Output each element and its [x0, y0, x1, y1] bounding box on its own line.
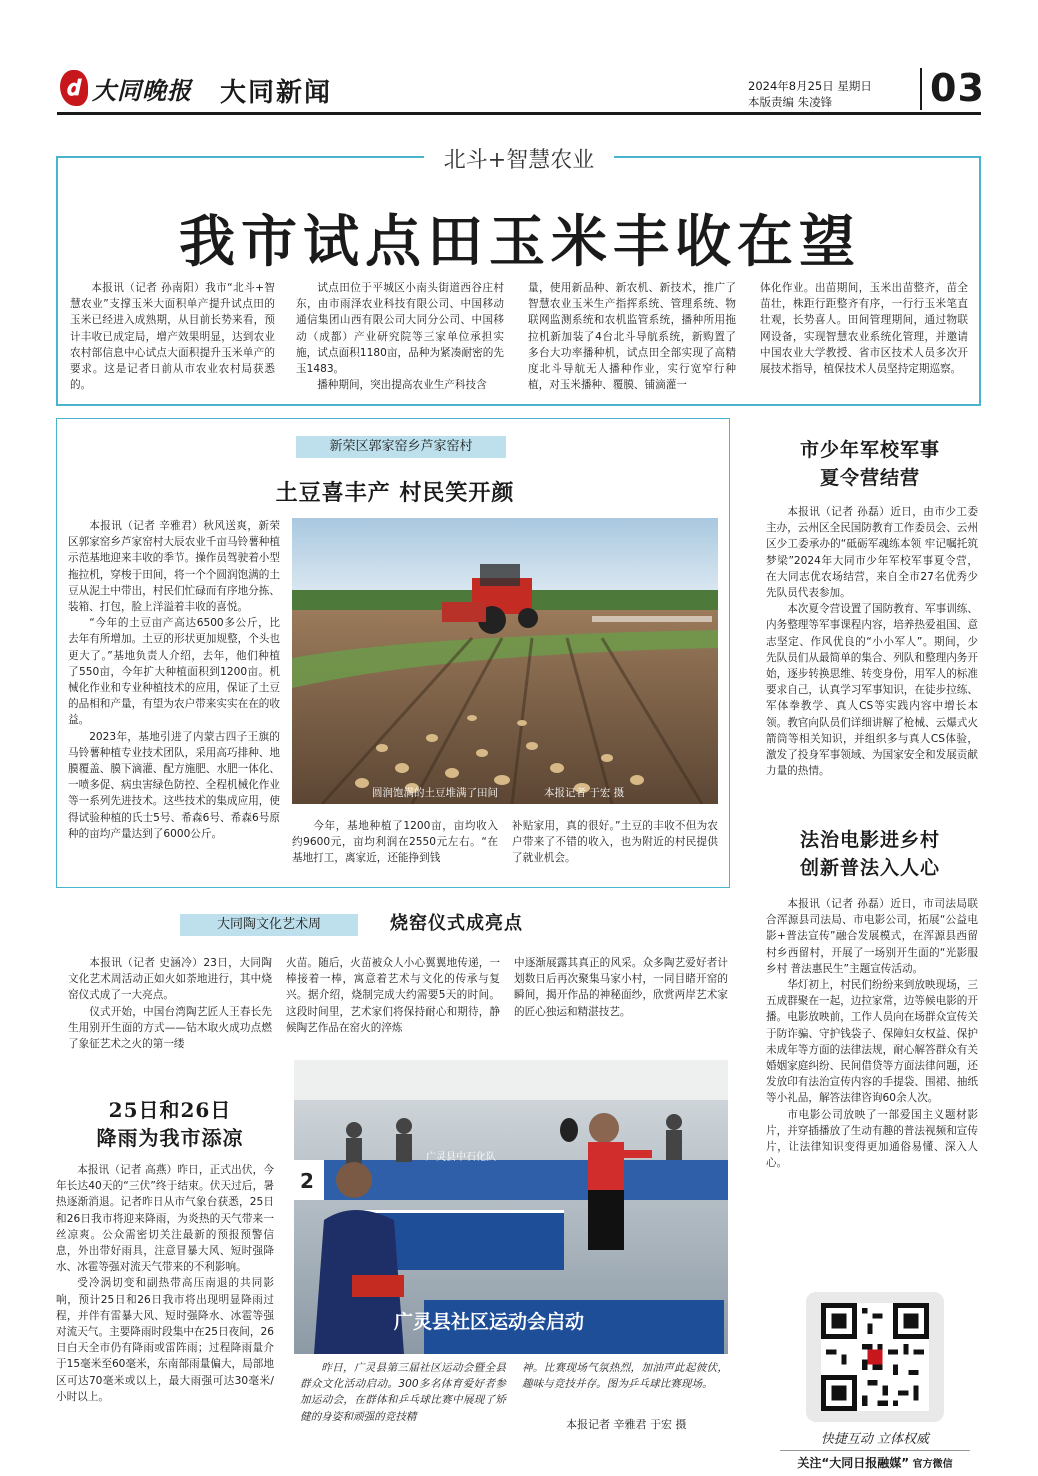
follow-wechat-text	[780, 1456, 970, 1472]
flame-logo-icon: 𝒅	[60, 70, 88, 106]
camp-story	[766, 504, 978, 779]
potato-bottom-mid	[292, 818, 498, 867]
logo-text: 大同晚报	[92, 75, 192, 105]
photo-credit: 本报记者 于宏 摄	[544, 787, 625, 799]
potato-paragraph: “今年的土豆亩产高达6500多公斤，比去年有所增加。土豆的形状更加规整，个头也更大了。”基地负责人介绍，去年，他们种植了550亩，今年扩大种植面积到1200亩。机械化作业和专业种植技术的应用，保证了土豆的品相和产量，有望为农户带来实实在在的收益。	[68, 617, 280, 727]
law-paragraph: 市电影公司放映了一部爱国主义题材影片，并穿插播放了生动有趣的普法视频和宣传片，让法律知识变得更加通俗易懂、深入人心。	[766, 1108, 978, 1170]
rain-paragraph: 本报讯（记者 高燕）昨日，正式出伏，今年长达40天的“三伏”终于结束。伏天过后，暑热逐渐消退。记者昨日从市气象台获悉，25日和26日我市将迎来降雨，为炎热的天气带来一丝凉爽。公众需密切关注最新的预报预警信息，外出带好雨具，注意冒暴大风、短时强降水、冰雹等强对流天气带来的不利影响。	[56, 1164, 274, 1274]
table-tennis-image	[294, 1060, 728, 1354]
follow-line-2: 官方微信	[909, 1459, 953, 1470]
lead-paragraph: 量，使用新品种、新农机、新技术，推广了智慧农业玉米生产指挥系统、管理系统、物联网监测系统和农机监管系统，播种所用拖拉机新加装了4台北斗导航系统，新购置了多台大功率播种机，试点田全部实现了高精度北斗导航无人播种作业，实行宽窄行种植，对玉米播种、覆膜、铺滴灌一	[528, 282, 736, 392]
issue-date: 2024年8月25日 星期日	[748, 79, 872, 93]
lead-column-4	[760, 280, 968, 377]
potato-harvest-photo	[292, 518, 718, 804]
lead-headline: 我市试点田玉米丰收在望	[179, 209, 861, 275]
law-paragraph: 华灯初上，村民们纷纷来到放映现场，三五成群聚在一起，边拉家常，边等候电影的开播。电影放映前，工作人员向在场群众宣传关于防诈骗、守护钱袋子、保障妇女权益、保护未成年等方面的法律法规，耐心解答群众有关婚姻家庭纠纷、民间借贷等方面法律问题，还发放印有法治宣传内容的手提袋、围裙、抽纸等小礼品，解答法律咨询60余人次。	[766, 979, 978, 1105]
kiln-paragraph: 火苗。随后，火苗被众人小心翼翼地传递，一棒接着一棒，寓意着艺术与文化的传承与复兴。据介绍，烧制完成大约需要5天的时间。这段时间里，艺术家们将保持耐心和期待，静候陶艺作品在窑火的淬炼	[286, 957, 500, 1034]
lead-paragraph: 体化作业。出苗期间，玉米出苗整齐，苗全苗壮，株距行距整齐有序，一行行玉米笔直壮观，长势喜人。田间管理期间，通过物联网设备，实现智慧农业系统化管理，并邀请中国农业大学教授、省市区技术人员多次开展技术指导，植保技术人员坚持定期巡察。	[760, 282, 968, 376]
law-paragraph: 本报讯（记者 孙磊）近日，市司法局联合浑源县司法局、市电影公司，拓展“公益电影+普法宣传”融合发展模式，在浑源县西留村乡西留村，开展了一场别开生面的“光影服乡村 普法惠民生”主题宣传活动。	[766, 898, 978, 975]
rain-story	[56, 1162, 274, 1405]
kiln-paragraph: 仪式开始，中国台湾陶艺匠人王春长先生用别开生面的方式——钻木取火成功点燃了象征艺术之火的第一缕	[68, 1005, 272, 1051]
sports-paragraph: 昨日，广灵县第三届社区运动会暨全县群众文化活动启动。300多名体育爱好者参加运动会，在群体和乒乓球比赛中展现了矫健的身姿和顽强的竞技精	[300, 1362, 506, 1423]
kiln-paragraph: 中逐渐展露其真正的风采。众多陶艺爱好者计划数日后再次聚集马家小村，一同目睹开窑的瞬间，揭开作品的神秘面纱，欣赏两岸艺术家的匠心独运和精湛技艺。	[514, 957, 728, 1018]
rain-paragraph: 受冷涡切变和副热带高压南退的共同影响，预计25日和26日我市将出现明显降雨过程，并伴有雷暴大风、短时强降水、冰雹等强对流天气。主要降雨时段集中在25日夜间，26日白天全市仍有降雨或雷阵雨；过程降雨量介于15毫米至60毫米，东南部雨量偏大，局部地区可达70毫米或以上，最大雨强可达30毫米/小时以上。	[56, 1277, 274, 1403]
follow-line-1: 关注“大同日报融媒” 官方微信	[797, 1456, 953, 1470]
kiln-column-3	[514, 955, 728, 1020]
kiln-event-tag: 大同陶文化艺术周	[180, 914, 358, 936]
potato-left-column	[68, 518, 280, 842]
potato-field-image	[292, 518, 718, 804]
kiln-paragraph: 本报讯（记者 史涵冷）23日，大同陶文化艺术周活动正如火如荼地进行，其中烧窑仪式成了一大亮点。	[68, 957, 272, 1002]
qr-code-frame	[806, 1292, 944, 1422]
law-headline: 法治电影进乡村 创新普法入人心	[799, 829, 940, 879]
page-editor: 本版责编 朱凌锋	[748, 95, 833, 109]
camp-headline: 市少年军校军事 夏令营结营	[799, 439, 940, 489]
potato-bottom-right	[512, 818, 718, 867]
team-banner: 广灵县中石化队	[426, 1152, 496, 1163]
sports-caption-2	[522, 1360, 728, 1392]
lead-kicker: 北斗+智慧农业	[424, 143, 614, 174]
sports-caption-1	[300, 1360, 506, 1425]
sports-photo-title: 广灵县社区运动会启动	[394, 1311, 585, 1333]
sports-paragraph: 神。比赛现场气氛热烈，加油声此起彼伏，趣味与竞技并存。图为乒乓球比赛现场。	[522, 1362, 728, 1391]
sports-meet-photo	[294, 1060, 728, 1354]
sports-photo-credit: 本报记者 辛雅君 于宏 摄	[566, 1418, 687, 1431]
camp-paragraph: 本次夏令营设置了国防教育、军事训练、内务整理等军事课程内容，培养热爱祖国、意志坚定、作风优良的“小小军人”。期间，少先队员们从最简单的集合、列队和整理内务开始，逐步转换思维、转变身份，用军人的标准要求自己，认真学习军事知识，在徒步拉练、军体拳教学、真人CS等实践内容中增长本领。教官向队员们详细讲解了枪械、云爆式火箭筒等相关知识，并组织多与真人CS体验，激发了投身军事领域、为国家安全和发展贡献力量的热情。	[766, 603, 978, 778]
qr-slogan: 快捷互动 立体权威	[820, 1432, 930, 1447]
potato-paragraph: 今年，基地种植了1200亩，亩均收入约9600元，亩均利润在2550元左右。“在基地打工，离家近，还能挣到钱	[292, 820, 498, 865]
lead-paragraph: 试点田位于平城区小南头街道西谷庄村东，由市雨泽农业科技有限公司、中国移动通信集团山西有限公司大同分公司、中国移动（成都）产业研究院等三家单位承担实施，试点面积1180亩，品种为紧凑耐密的先玉1483。	[296, 282, 504, 376]
potato-headline: 土豆喜丰产 村民笑开颜	[275, 480, 515, 506]
rain-headline: 25日和26日 降雨为我市添凉	[96, 1098, 244, 1150]
kiln-column-1	[68, 955, 272, 1052]
camp-paragraph: 本报讯（记者 孙磊）近日，由市少工委主办，云州区全民国防教育工作委员会、云州区少工委承办的“砥砺军魂练本领 牢记嘱托筑梦梁”2024年大同市少年军校军事夏令营，在大同志优农场结营，来自全市27名优秀少先队员代表参加。	[766, 506, 978, 600]
scoreboard-number: 2	[300, 1169, 314, 1193]
issue-info	[748, 78, 872, 110]
lead-paragraph: 本报讯（记者 孙南阳）我市“北斗+智慧农业”支撑玉米大面积单产提升试点田的玉米已经进入成熟期，从目前长势来看，预计丰收已成定局，增产效果明显，达到农业农村部信息中心试点大面积提升玉米单产的要求。这是记者日前从市农业农村局获悉的。	[70, 282, 275, 392]
newspaper-logo	[60, 66, 210, 110]
lead-column-1	[70, 280, 275, 393]
potato-location-tag: 新荣区郭家窑乡芦家窑村	[296, 436, 506, 458]
lead-column-3	[528, 280, 736, 393]
section-name: 大同新闻	[220, 78, 333, 108]
law-story	[766, 896, 978, 1171]
potato-paragraph: 2023年，基地引进了内蒙古四子王旗的马铃薯种植专业技术团队，采用高巧排种、地膜覆盖、膜下滴灌、配方施肥、水肥一体化、一喷多促、病虫害绿色防控、全程机械化作业等一系列先进技术。这些技术的集成应用，使得试验种植的氏士5号、希森6号、希森6号原种的亩均产量达到了6000公斤。	[68, 730, 280, 840]
masthead-rule	[57, 112, 981, 115]
kiln-column-2	[286, 955, 500, 1036]
page-separator	[920, 68, 922, 110]
photo-caption: 圆润饱满的土豆堆满了田间	[372, 787, 498, 799]
qr-divider	[780, 1450, 970, 1451]
potato-paragraph: 本报讯（记者 辛雅君）秋风送爽，新荣区郭家窑乡芦家窑村大辰农业千亩马铃薯种植示范基地迎来丰收的季节。操作员驾驶着小型拖拉机，穿梭于田间，将一个个圆润饱满的土豆从泥土中带出，村民们忙碌而有序地分拣、装箱、打包，脸上洋溢着丰收的喜悦。	[68, 520, 280, 614]
qr-code-icon[interactable]	[821, 1303, 929, 1411]
lead-paragraph: 播种期间，突出提高农业生产科技含	[317, 379, 487, 392]
kiln-headline: 烧窑仪式成亮点	[390, 913, 523, 934]
potato-paragraph: 补贴家用，真的很好。”土豆的丰收不但为农户带来了不错的收入，也为附近的村民提供了就业机会。	[512, 820, 718, 865]
lead-column-2	[296, 280, 504, 393]
page-number: 03	[930, 66, 985, 110]
